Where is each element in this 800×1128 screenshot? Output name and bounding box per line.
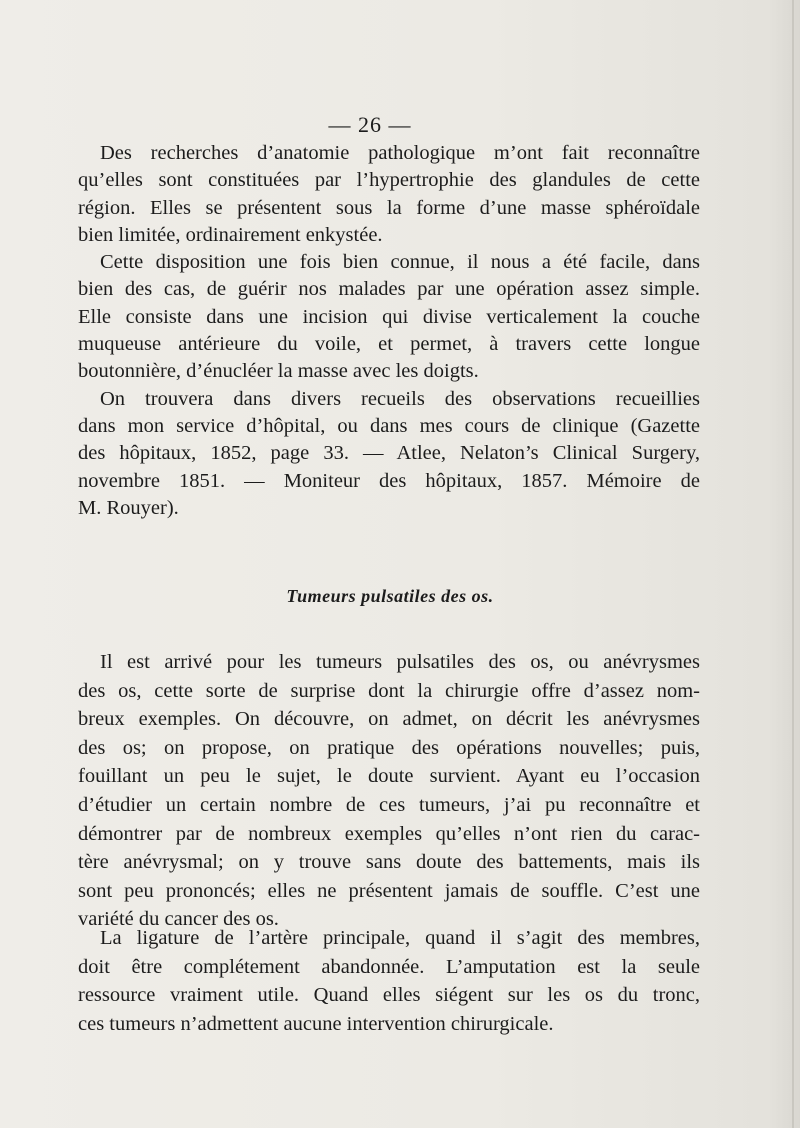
page-edge [792, 0, 794, 1128]
text-line: variété du cancer des os. [78, 908, 279, 931]
text-line: bien des cas, de guérir nos malades par une opération assez simple. [78, 278, 700, 301]
paragraph-tumeurs [78, 648, 700, 934]
text-line: des hôpitaux, 1852, page 33. — Atlee, Nelaton’s Clinical Surgery, [78, 442, 700, 465]
text-line: qu’elles sont constituées par l’hypertrophie des glandules de cette [78, 169, 700, 192]
text-line: La ligature de l’artère principale, quand il s’agit des membres, [100, 927, 700, 949]
text-line: démontrer par de nombreux exemples qu’elles n’ont rien du carac- [78, 822, 700, 845]
text-line: ces tumeurs n’admettent aucune intervention chirurgicale. [78, 1012, 554, 1035]
page-number: — 26 — [328, 112, 412, 137]
text-line: bien limitée, ordinairement enkystée. [78, 223, 383, 246]
text-line: muqueuse antérieure du voile, et permet, à travers cette longue [78, 333, 700, 356]
text-line: doit être complétement abandonnée. L’amputation est la seule [78, 955, 700, 978]
text-line: fouillant un peu le sujet, le doute survient. Ayant eu l’occasion [78, 765, 700, 788]
text-line: sont peu prononcés; elles ne présentent jamais de souffle. C’est une [78, 879, 700, 902]
section-heading: Tumeurs pulsatiles des os. [286, 586, 494, 606]
text-line: des os, cette sorte de surprise dont la chirurgie offre d’assez nom- [78, 679, 700, 702]
text-line: Des recherches d’anatomie pathologique m’ont fait reconnaître [100, 142, 700, 164]
text-line: boutonnière, d’énucléer la masse avec les doigts. [78, 360, 479, 383]
text-line: dans mon service d’hôpital, ou dans mes cours de clinique (Gazette [78, 414, 700, 437]
text-line: région. Elles se présentent sous la forme d’une masse sphéroïdale [78, 196, 700, 219]
paragraph-ligature [78, 924, 700, 1038]
text-line: des os; on propose, on pratique des opérations nouvelles; puis, [78, 736, 700, 759]
text-line: breux exemples. On découvre, on admet, on décrit les anévrysmes [78, 708, 700, 731]
text-line: tère anévrysmal; on y trouve sans doute des battements, mais ils [78, 851, 700, 874]
text-line: ressource vraiment utile. Quand elles siégent sur les os du tronc, [78, 984, 700, 1007]
text-line: M. Rouyer). [78, 496, 179, 519]
text-line: novembre 1851. — Moniteur des hôpitaux, 1857. Mémoire de [78, 469, 700, 492]
text-line: d’étudier un certain nombre de ces tumeurs, j’ai pu reconnaître et [78, 793, 700, 816]
text-line: Elle consiste dans une incision qui divise verticalement la couche [78, 305, 700, 328]
text-line: Il est arrivé pour les tumeurs pulsatiles des os, ou anévrysmes [100, 651, 700, 673]
paragraph-glandules [78, 140, 700, 522]
text-line: Cette disposition une fois bien connue, il nous a été facile, dans [100, 251, 700, 274]
text-line: On trouvera dans divers recueils des observations recueillies [100, 387, 700, 410]
